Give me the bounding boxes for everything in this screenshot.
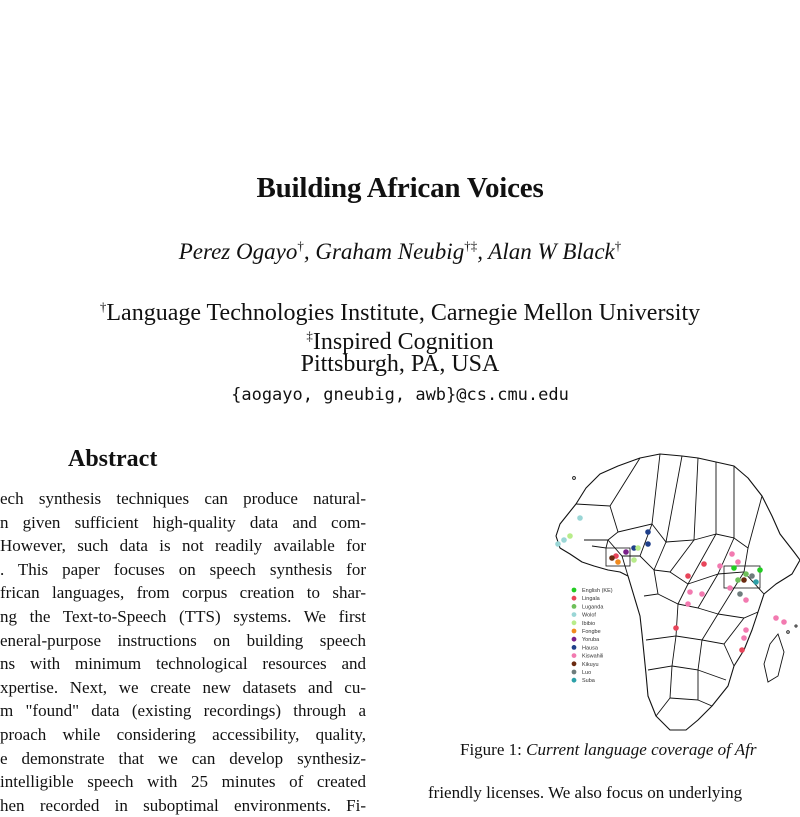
language-dot xyxy=(635,545,641,551)
legend-swatch xyxy=(572,596,577,601)
legend-swatch xyxy=(572,661,577,666)
legend-label: Kiswahili xyxy=(582,653,604,660)
author-name: Perez Ogayo xyxy=(178,239,298,264)
language-dot xyxy=(567,533,573,539)
author-name: Alan W Black xyxy=(488,239,615,264)
affiliation-mark: ‡ xyxy=(306,328,313,343)
map-legend xyxy=(572,588,613,685)
legend-label: Luganda xyxy=(582,604,604,611)
legend-swatch xyxy=(572,678,577,683)
language-dot xyxy=(749,573,755,579)
language-dot xyxy=(631,557,637,563)
language-dot xyxy=(757,567,763,573)
abstract-line: ech synthesis techniques can produce natural- xyxy=(0,489,366,508)
legend-swatch xyxy=(572,637,577,642)
language-dot xyxy=(727,585,733,591)
legend-label: Lingala xyxy=(582,596,600,603)
abstract-line: eneral-purpose instructions on building speech xyxy=(0,630,366,650)
language-dot xyxy=(699,591,705,597)
language-dot xyxy=(701,561,707,567)
language-dot xyxy=(623,549,629,555)
legend-label: Suba xyxy=(582,678,595,685)
language-dot xyxy=(741,577,747,583)
affiliation-text: Pittsburgh, PA, USA xyxy=(300,351,500,377)
author-mark: †‡ xyxy=(464,238,478,253)
legend-swatch xyxy=(572,653,577,658)
body-text-line: friendly licenses. We also focus on underlying xyxy=(428,783,743,802)
africa-coverage-map xyxy=(548,444,800,734)
language-dot xyxy=(687,589,693,595)
abstract-line: frican languages, from corpus creation to shar- xyxy=(0,583,366,603)
abstract-line: n given sufficient high-quality data and com- xyxy=(0,512,366,532)
language-dot xyxy=(645,529,651,535)
author-name: Graham Neubig xyxy=(315,239,465,264)
language-dot xyxy=(743,571,749,577)
language-dot xyxy=(645,541,651,547)
language-dot xyxy=(753,579,759,585)
legend-label: Luo xyxy=(582,670,592,676)
language-dot xyxy=(735,577,741,583)
legend-label: Fongbe xyxy=(582,629,601,635)
africa-map-borders xyxy=(576,454,764,716)
caption-prefix: Figure 1: xyxy=(460,740,527,759)
caption-text: Current language coverage of Afr xyxy=(526,740,757,759)
language-dot xyxy=(685,573,691,579)
abstract-line: intelligible speech with 25 minutes of created xyxy=(0,772,366,792)
abstract-line: However, such data is not readily available for xyxy=(0,536,366,556)
legend-swatch xyxy=(572,604,577,609)
legend-label: Ibibio xyxy=(582,620,596,627)
legend-swatch xyxy=(572,645,577,650)
abstract-line: m "found" data (existing recordings) through a xyxy=(0,701,366,721)
language-dot xyxy=(743,627,749,633)
abstract-line: ng the Text-to-Speech (TTS) systems. We first xyxy=(0,607,366,626)
language-dot xyxy=(685,601,691,607)
affiliation-text: Language Technologies Institute, Carnegie Mellon University xyxy=(106,300,701,326)
legend-swatch xyxy=(572,612,577,617)
language-dot xyxy=(743,597,749,603)
affiliation-mark: † xyxy=(99,299,107,314)
author-mark: † xyxy=(297,238,304,253)
figure-caption xyxy=(460,740,757,760)
legend-swatch xyxy=(572,588,577,593)
language-dot xyxy=(773,615,779,621)
abstract-line: . This paper focuses on speech synthesis for xyxy=(0,559,366,579)
abstract-line: xpertise. Next, we create new datasets and cu- xyxy=(0,677,366,697)
language-dot xyxy=(717,563,723,569)
author-list: Perez Ogayo†, Graham Neubig†‡, Alan W Black† xyxy=(178,238,622,264)
language-dot xyxy=(729,551,735,557)
abstract-line: proach while considering accessibility, quality, xyxy=(0,725,366,744)
language-dot xyxy=(737,591,743,597)
legend-label: Wolof xyxy=(582,612,596,619)
language-dot xyxy=(561,537,567,543)
legend-label: Hausa xyxy=(582,645,598,652)
affiliation-line xyxy=(0,350,800,379)
language-dot xyxy=(739,647,745,653)
language-dot xyxy=(609,555,615,561)
language-dot xyxy=(673,625,679,631)
language-dot xyxy=(741,635,747,641)
map-islands xyxy=(573,477,798,685)
abstract-line: e demonstrate that we can develop synthesiz- xyxy=(0,748,366,768)
abstract-line: ns with minimum technological resources and xyxy=(0,654,366,674)
legend-swatch xyxy=(572,670,577,675)
affiliation-text: Inspired Cognition xyxy=(312,329,494,355)
language-dot xyxy=(615,559,621,565)
language-dot xyxy=(735,559,741,565)
language-dot xyxy=(781,619,787,625)
author-mark: † xyxy=(614,238,622,253)
paper-title: Building African Voices xyxy=(256,172,544,204)
abstract-line: hen recorded in suboptimal environments. Fi- xyxy=(0,795,366,815)
language-dot xyxy=(731,565,737,571)
legend-label: Yoruba xyxy=(582,637,600,644)
language-dot xyxy=(555,541,561,547)
legend-label: English (KE) xyxy=(582,588,613,594)
legend-label: Kikuyu xyxy=(582,661,599,668)
language-dot xyxy=(577,515,583,521)
legend-swatch xyxy=(572,629,577,634)
legend-swatch xyxy=(572,620,577,625)
author-email: {aogayo, gneubig, awb}@cs.cmu.edu xyxy=(231,385,569,405)
abstract-heading: Abstract xyxy=(68,446,158,472)
